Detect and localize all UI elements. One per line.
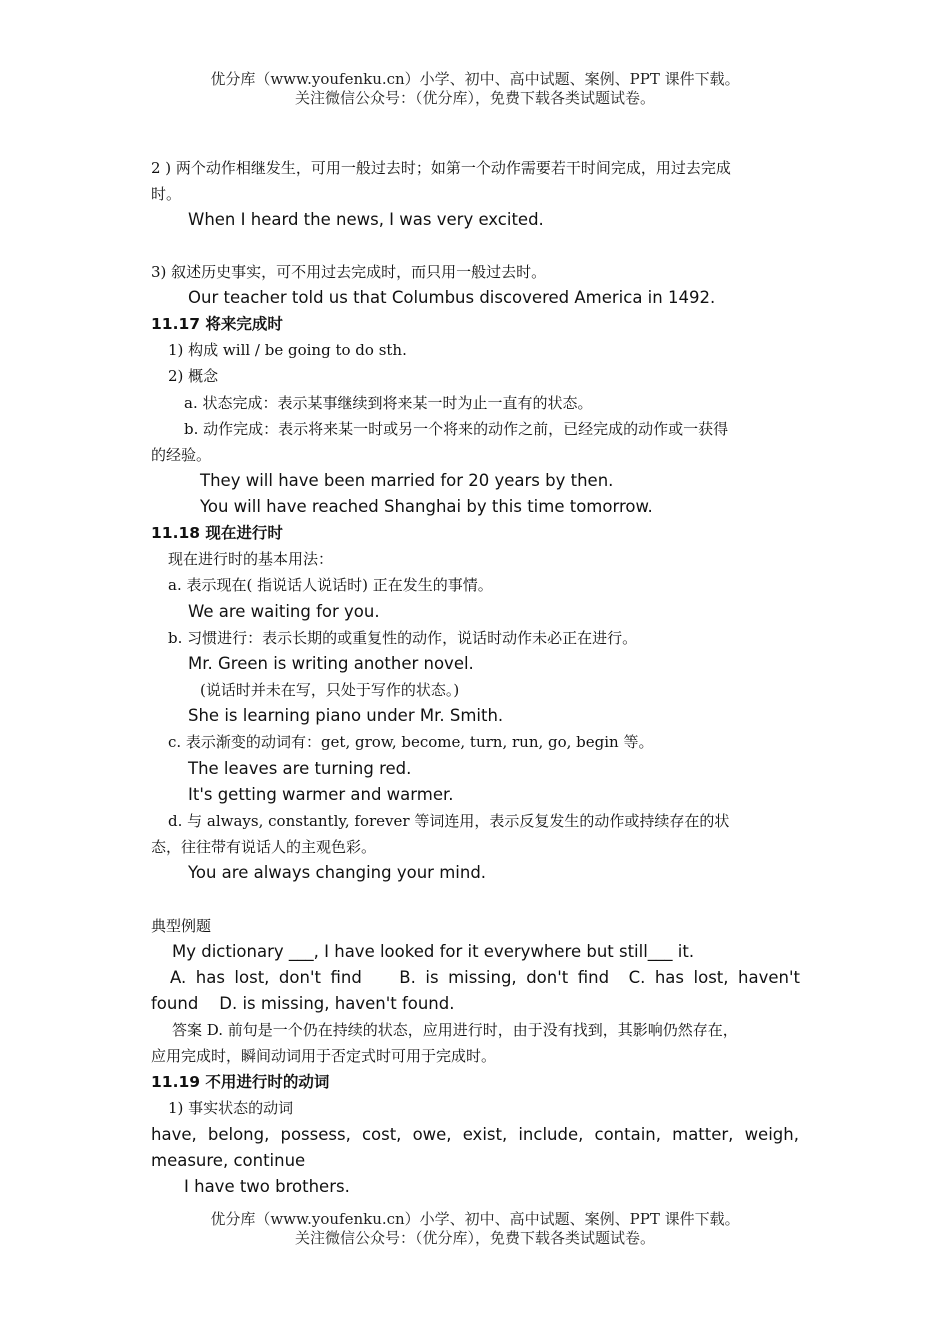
future-perfect-example-2: You will have reached Shanghai by this time tomorrow. (200, 497, 653, 516)
option-word: lost, (234, 968, 270, 987)
verb-word: have, (151, 1125, 197, 1144)
footer-line-2: 关注微信公众号：（优分库），免费下载各类试题试卷。 (294, 1229, 655, 1247)
present-progressive-a: a. 表示现在( 指说话人说话时) 正在发生的事情。 (168, 576, 493, 594)
option-word: B. (399, 968, 416, 987)
verb-word: belong, (207, 1125, 270, 1144)
future-perfect-b-line-2: 的经验。 (151, 446, 212, 464)
non-progressive-example: I have two brothers. (184, 1177, 350, 1196)
example-question-answer-line-2: 应用完成时，瞬间动词用于否定式时可用于完成时。 (151, 1047, 497, 1065)
header-line-1: 优分库（www.youfenku.cn）小学、初中、高中试题、案例、PPT 课件下载。 (210, 70, 740, 88)
future-perfect-example-1: They will have been married for 20 years by then. (200, 471, 614, 490)
future-perfect-b-line-1: b. 动作完成：表示将来某一时或另一个将来的动作之前，已经完成的动作或一获得 (184, 420, 729, 438)
present-progressive-intro: 现在进行时的基本用法： (168, 550, 334, 568)
option-word: is (425, 968, 439, 987)
present-progressive-a-example: We are waiting for you. (188, 602, 380, 621)
future-perfect-concept: 2) 概念 (168, 367, 219, 385)
section-title-11-19: 11.19 不用进行时的动词 (151, 1073, 330, 1091)
verb-word: include, (518, 1125, 584, 1144)
past-perfect-point-3: 3) 叙述历史事实，可不用过去完成时，而只用一般过去时。 (151, 263, 547, 281)
present-progressive-c-example-2: It's getting warmer and warmer. (188, 785, 454, 804)
present-progressive-d-example: You are always changing your mind. (188, 863, 487, 882)
verb-word: cost, (361, 1125, 402, 1144)
verb-word: exist, (462, 1125, 508, 1144)
present-progressive-b-note: (说话时并未在写，只处于写作的状态。) (200, 681, 460, 699)
future-perfect-structure: 1) 构成 will / be going to do sth. (168, 341, 407, 359)
section-title-11-18: 11.18 现在进行时 (151, 524, 283, 542)
example-question-options-line-2: found D. is missing, haven't found. (151, 994, 455, 1013)
past-perfect-point-2-line-1: 2 ) 两个动作相继发生，可用一般过去时；如第一个动作需要若干时间完成，用过去完成 (151, 159, 731, 177)
footer-line-1: 优分库（www.youfenku.cn）小学、初中、高中试题、案例、PPT 课件下载。 (210, 1210, 740, 1228)
section-title-11-17: 11.17 将来完成时 (151, 315, 283, 333)
present-progressive-b-example-2: She is learning piano under Mr. Smith. (188, 706, 504, 725)
present-progressive-b: b. 习惯进行：表示长期的或重复性的动作，说话时动作未必正在进行。 (168, 629, 638, 647)
past-perfect-point-2-line-2: 时。 (151, 185, 182, 203)
option-word: has (195, 968, 225, 987)
option-word: find (330, 968, 362, 987)
option-word: don't (278, 968, 321, 987)
page-footer (0, 1210, 950, 1248)
past-perfect-example-2: When I heard the news, I was very excited. (188, 210, 544, 229)
past-perfect-example-3: Our teacher told us that Columbus discovered America in 1492. (188, 288, 716, 307)
option-word: has (654, 968, 685, 987)
non-progressive-verbs-line-1 (151, 1124, 799, 1146)
example-question-options-line-1 (170, 967, 800, 989)
example-question-answer-line-1: 答案 D. 前句是一个仍在持续的状态，应用进行时，由于没有找到，其影响仍然存在， (172, 1021, 738, 1039)
present-progressive-b-example-1: Mr. Green is writing another novel. (188, 654, 474, 673)
option-word: A. (170, 968, 187, 987)
verb-word: matter, (672, 1125, 734, 1144)
verb-word: contain, (594, 1125, 661, 1144)
non-progressive-sub-1: 1) 事实状态的动词 (168, 1099, 294, 1117)
option-word: find (577, 968, 610, 987)
header-line-2: 关注微信公众号：（优分库），免费下载各类试题试卷。 (294, 89, 655, 107)
verb-word: owe, (412, 1125, 452, 1144)
present-progressive-c-example-1: The leaves are turning red. (188, 759, 412, 778)
present-progressive-d-line-2: 态，往往带有说话人的主观色彩。 (151, 838, 377, 856)
verb-word: possess, (280, 1125, 351, 1144)
option-word: C. (628, 968, 646, 987)
example-question-stem: My dictionary ___, I have looked for it everywhere but still___ it. (172, 942, 695, 961)
future-perfect-a: a. 状态完成：表示某事继续到将来某一时为止一直有的状态。 (184, 394, 593, 412)
example-question-heading: 典型例题 (151, 917, 212, 935)
page-header (0, 70, 950, 108)
option-word: haven't (738, 968, 800, 987)
present-progressive-c: c. 表示渐变的动词有：get, grow, become, turn, run, go, begin 等。 (168, 733, 654, 751)
option-word: lost, (693, 968, 729, 987)
verb-word: weigh, (744, 1125, 799, 1144)
option-word: don't (526, 968, 569, 987)
present-progressive-d-line-1: d. 与 always, constantly, forever 等词连用，表示反复发生的动作或持续存在的状 (168, 812, 730, 830)
option-word: missing, (448, 968, 517, 987)
non-progressive-verbs-line-2: measure, continue (151, 1151, 306, 1170)
